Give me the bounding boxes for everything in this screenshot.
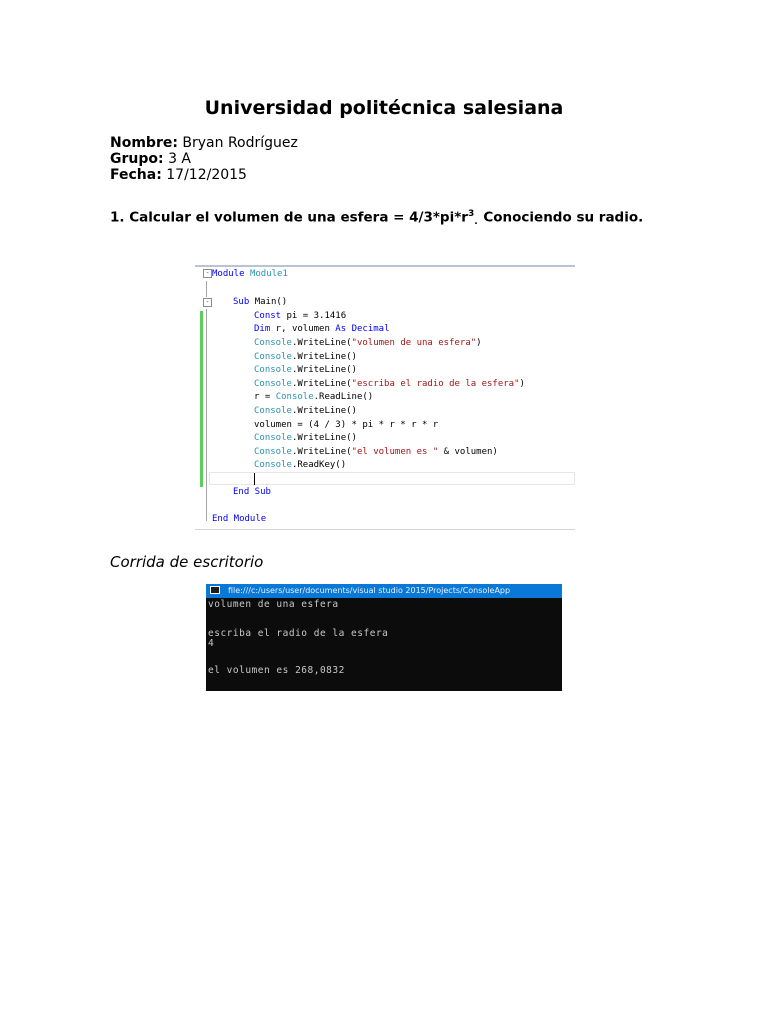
question-text	[110, 209, 643, 227]
code-line	[254, 351, 357, 365]
collapse-sub-icon[interactable]: -	[203, 298, 212, 307]
string-literal: "escriba el radio de la esfera"	[351, 379, 520, 389]
end-sub-line: End Sub	[233, 487, 271, 497]
text-caret	[254, 473, 255, 485]
writeline-call: .WriteLine()	[291, 433, 357, 443]
code-line	[254, 405, 357, 419]
console-app-icon	[210, 586, 220, 594]
console-class: Console	[254, 352, 292, 362]
console-class: Console	[254, 460, 292, 470]
dim-vars: r, volumen	[270, 324, 336, 334]
fecha-value: 17/12/2015	[166, 167, 247, 183]
code-line	[254, 378, 525, 392]
nombre-line	[110, 135, 298, 151]
writeline-call: .WriteLine()	[291, 406, 357, 416]
module-name: Module1	[249, 269, 288, 279]
fecha-label: Fecha:	[110, 167, 162, 183]
console-class: Console	[275, 392, 314, 402]
console-class: Console	[254, 433, 292, 443]
outline-line	[206, 281, 207, 297]
nombre-value: Bryan Rodríguez	[182, 135, 298, 151]
console-titlebar	[206, 584, 562, 598]
code-line	[254, 459, 346, 473]
concat-expression: & volumen)	[438, 447, 498, 457]
code-line	[254, 432, 357, 446]
document-title: Universidad politécnica salesiana	[204, 97, 564, 119]
string-literal: "el volumen es "	[351, 447, 439, 457]
console-output-line: el volumen es 268,0832	[208, 665, 345, 676]
code-line	[254, 310, 346, 324]
nombre-label: Nombre:	[110, 135, 178, 151]
const-rest: pi = 3.1416	[281, 311, 347, 321]
console-class: Console	[254, 406, 292, 416]
console-output-line: 4	[208, 638, 215, 649]
formula-line: volumen = (4 / 3) * pi * r * r * r	[254, 420, 439, 430]
console-class: Console	[254, 338, 292, 348]
read-assign: r =	[254, 392, 276, 402]
grupo-line	[110, 151, 191, 167]
writeline-call: .WriteLine(	[291, 379, 352, 389]
string-literal: "volumen de una esfera"	[351, 338, 477, 348]
console-output-line: volumen de una esfera	[208, 599, 339, 610]
readline-call: .ReadLine()	[313, 392, 374, 402]
const-keyword: Const	[254, 311, 282, 321]
outline-line	[206, 309, 207, 521]
console-class: Console	[254, 379, 292, 389]
collapse-module-icon[interactable]: -	[203, 269, 212, 278]
sub-keyword: Sub	[233, 297, 250, 307]
console-window-screenshot	[206, 584, 562, 691]
code-line	[212, 268, 288, 282]
sub-name: Main()	[254, 297, 288, 307]
writeline-call: .WriteLine()	[291, 352, 357, 362]
question-period: .	[474, 216, 478, 227]
question-tail: Conociendo su radio.	[478, 209, 644, 226]
close-paren: )	[476, 338, 482, 348]
readkey-call: .ReadKey()	[291, 460, 347, 470]
current-line-highlight	[209, 472, 575, 485]
code-line	[254, 364, 357, 378]
end-module-line: End Module	[212, 514, 267, 524]
console-class: Console	[254, 447, 292, 457]
change-indicator-bar	[200, 311, 203, 487]
as-keyword: As	[335, 324, 347, 334]
decimal-type: Decimal	[351, 324, 390, 334]
console-output-line: escriba el radio de la esfera	[208, 628, 389, 639]
code-line	[254, 419, 438, 433]
console-title: file:///c:/users/user/documents/visual studio 2015/Projects/ConsoleApp	[228, 586, 511, 595]
module-keyword: Module	[212, 269, 245, 279]
grupo-value: 3 A	[168, 151, 191, 167]
writeline-call: .WriteLine(	[291, 338, 352, 348]
question-main: 1. Calcular el volumen de una esfera = 4/3*pi*r	[110, 209, 468, 226]
code-editor-screenshot	[195, 265, 575, 530]
dim-keyword: Dim	[254, 324, 271, 334]
writeline-call: .WriteLine(	[291, 447, 352, 457]
code-line	[254, 323, 390, 337]
grupo-label: Grupo:	[110, 151, 164, 167]
question-superscript: 3	[467, 209, 475, 219]
code-line	[254, 391, 373, 405]
section-heading: Corrida de escritorio	[110, 553, 264, 571]
code-line	[254, 337, 482, 351]
fecha-line	[110, 167, 247, 183]
writeline-call: .WriteLine()	[291, 365, 357, 375]
code-line	[254, 446, 498, 460]
code-line	[233, 296, 287, 310]
close-paren: )	[519, 379, 525, 389]
console-class: Console	[254, 365, 292, 375]
